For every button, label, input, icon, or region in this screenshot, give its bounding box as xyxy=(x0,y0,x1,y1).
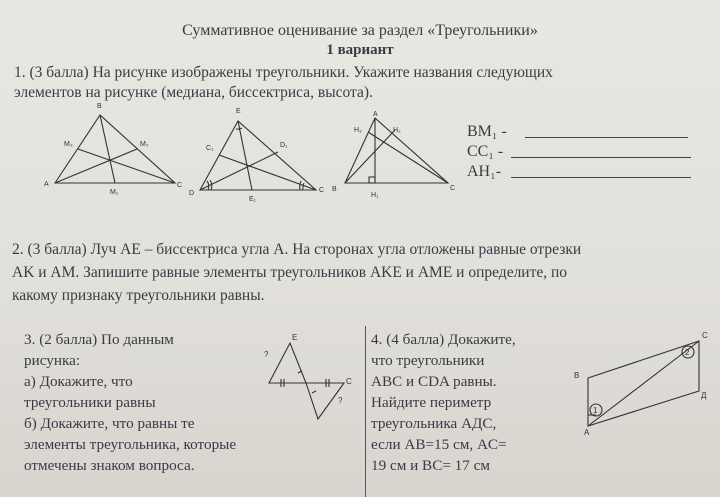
label-fig3-h2: H₂ xyxy=(393,127,401,134)
task3-text-line7: отмечены знаком вопроса. xyxy=(24,457,195,474)
task3-text-line6: элементы треугольника, которые xyxy=(24,436,237,453)
label-fig1-b: B xyxy=(97,103,102,110)
label-fig2-c1: C₁ xyxy=(206,145,214,152)
label-fig1-m1: M₁ xyxy=(110,189,119,196)
task4-text-line1: 4. (4 балла) Докажите, xyxy=(371,331,516,348)
label-fig3-c: C xyxy=(450,185,456,192)
answer-label-cc1: CC₁ - xyxy=(467,143,504,160)
label-fig4-angle1: 1 xyxy=(593,406,598,415)
task2-text-line1: 2. (3 балла) Луч AE – биссектриса угла A. На сторонах угла отложены равные отрезки xyxy=(12,241,582,258)
label-fig3-h3: H₃ xyxy=(354,127,362,134)
task3-text-line3: а) Докажите, что xyxy=(24,373,133,390)
label-fig2-c: C xyxy=(319,187,325,194)
answer-label-bm1: BM₁ - xyxy=(467,123,507,140)
task3-text-line4: треугольники равны xyxy=(24,394,156,411)
label-fig4-d: Д xyxy=(701,391,707,400)
label-fig4-c: C xyxy=(702,331,708,340)
answer-label-ah1: AH₁- xyxy=(467,163,502,180)
task3-text-line1: 3. (2 балла) По данным xyxy=(24,331,174,348)
task4-text-line5: треугольника AДC, xyxy=(371,415,497,432)
label-fig3-h1: H₁ xyxy=(371,192,379,199)
task4-text-line6: если AB=15 см, AC= xyxy=(371,436,507,453)
label-fig4-b: B xyxy=(574,371,580,380)
task4-text-line3: ABC и CDA равны. xyxy=(371,373,497,390)
label-fig-task3-q2: ? xyxy=(338,396,343,405)
task3-text-line2: рисунка: xyxy=(24,352,81,369)
label-fig1-c: C xyxy=(177,182,183,189)
label-fig2-e: E xyxy=(236,108,241,115)
task1-text-line2: элементов на рисунке (медиана, биссектриса, высота). xyxy=(14,84,373,101)
task2-text-line3: какому признаку треугольники равны. xyxy=(12,287,265,304)
task3-figure xyxy=(269,343,344,419)
task4-text-line7: 19 см и BC= 17 см xyxy=(371,457,491,474)
label-fig-task3-q1: ? xyxy=(264,350,269,359)
label-fig2-e1: E₁ xyxy=(249,196,257,203)
task3-text-line5: б) Докажите, что равны те xyxy=(24,415,195,432)
page-title: Суммативное оценивание за раздел «Треугольники» xyxy=(182,22,538,39)
task4-figure xyxy=(588,341,699,426)
task1-text-line1: 1. (3 балла) На рисунке изображены треугольники. Укажите названия следующих xyxy=(14,64,553,81)
label-fig3-a: A xyxy=(373,111,378,118)
label-fig1-m2: M₂ xyxy=(140,141,149,148)
label-fig1-a: A xyxy=(44,181,49,188)
label-fig4-angle2: 2 xyxy=(685,348,690,357)
task4-text-line4: Найдите периметр xyxy=(371,394,492,411)
task2-text-line2: AK и AM. Запишите равные элементы треугольников AKE и AME и определите, по xyxy=(12,264,568,281)
label-fig1-m3: M₃ xyxy=(64,141,73,148)
label-fig2-d1: D₁ xyxy=(280,142,288,149)
label-fig3-b: B xyxy=(332,186,337,193)
label-fig2-d: D xyxy=(189,190,195,197)
task4-text-line2: что треугольники xyxy=(371,352,485,369)
variant-label: 1 вариант xyxy=(326,42,394,58)
label-fig-task3-c: C xyxy=(346,377,352,386)
label-fig-task3-e: E xyxy=(292,333,298,342)
label-fig4-a: A xyxy=(584,428,590,437)
